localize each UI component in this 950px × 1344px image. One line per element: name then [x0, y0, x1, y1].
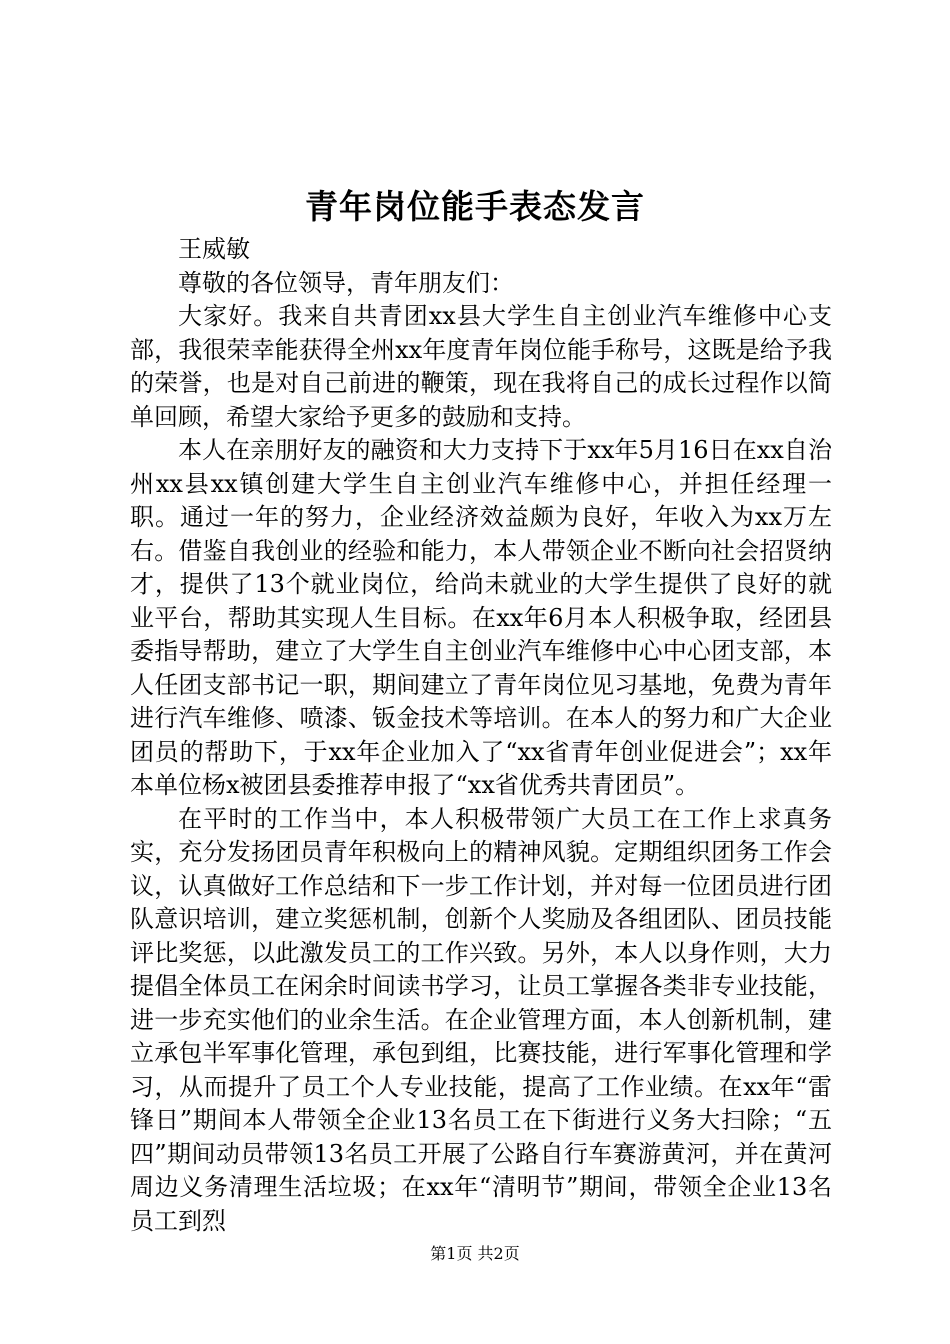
- salutation: 尊敬的各位领导，青年朋友们：: [178, 268, 514, 297]
- paragraph: 大家好。我来自共青团xx县大学生自主创业汽车维修中心支部，我很荣幸能获得全州xx年度青年岗位能手称号，这既是给予我的荣誉，也是对自己前进的鞭策，现在我将自己的成长过程作以简单回顾，希望大家给予更多的鼓励和支持。: [130, 302, 832, 431]
- document-body: [130, 233, 832, 1238]
- paragraph: 在平时的工作当中，本人积极带领广大员工在工作上求真务实，充分发扬团员青年积极向上的精神风貌。定期组织团务工作会议，认真做好工作总结和下一步工作计划，并对每一位团员进行团队意识培训，建立奖惩机制，创新个人奖励及各组团队、团员技能评比奖惩，以此激发员工的工作兴致。另外，本人以身作则，大力提倡全体员工在闲余时间读书学习，让员工掌握各类非专业技能，进一步充实他们的业余生活。在企业管理方面，本人创新机制，建立承包半军事化管理，承包到组，比赛技能，进行军事化管理和学习，从而提升了员工个人专业技能，提高了工作业绩。在xx年“雷锋日”期间本人带领全企业13名员工在下街进行义务大扫除；“五四”期间动员带领13名员工开展了公路自行车赛游黄河，并在黄河周边义务清理生活垃圾；在xx年“清明节”期间，带领全企业13名员工到烈: [130, 804, 832, 1235]
- document-title: 青年岗位能手表态发言: [305, 187, 645, 226]
- page-number-footer: 第1页 共2页: [430, 1244, 520, 1263]
- paragraph: 本人在亲朋好友的融资和大力支持下于xx年5月16日在xx自治州xx县xx镇创建大学生自主创业汽车维修中心，并担任经理一职。通过一年的努力，企业经济效益颇为良好，年收入为xx万左右。借鉴自我创业的经验和能力，本人带领企业不断向社会招贤纳才，提供了13个就业岗位，给尚未就业的大学生提供了良好的就业平台，帮助其实现人生目标。在xx年6月本人积极争取，经团县委指导帮助，建立了大学生自主创业汽车维修中心中心团支部，本人任团支部书记一职，期间建立了青年岗位见习基地，免费为青年进行汽车维修、喷漆、钣金技术等培训。在本人的努力和广大企业团员的帮助下，于xx年企业加入了“xx省青年创业促进会”；xx年本单位杨x被团县委推荐申报了“xx省优秀共青团员”。: [130, 436, 832, 799]
- author-name: 王威敏: [178, 235, 250, 263]
